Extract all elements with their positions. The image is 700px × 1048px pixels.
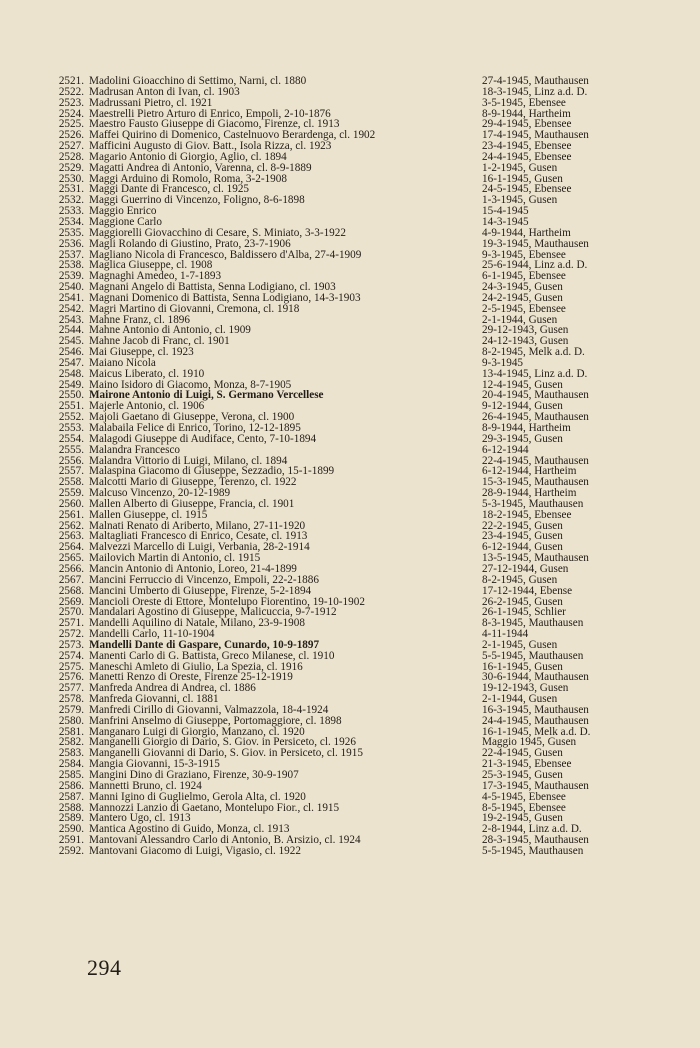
entry-number: 2552.	[58, 411, 84, 424]
entry-name: Mannetti Bruno, cl. 1924	[89, 779, 202, 792]
list-item	[0, 586, 700, 597]
entry-number: 2559.	[58, 487, 84, 500]
entry-number: 2579.	[58, 703, 84, 716]
entry-death-date-place: 1-2-1945, Gusen	[482, 161, 558, 174]
entry-death-date-place: 17-3-1945, Mauthausen	[482, 779, 589, 792]
entry-death-date-place: 16-1-1945, Gusen	[482, 660, 563, 673]
entry-death-date-place: 2-8-1944, Linz a.d. D.	[482, 823, 582, 836]
entry-name: Maicus Liberato, cl. 1910	[89, 367, 205, 380]
list-item	[0, 716, 700, 727]
entry-number: 2568.	[58, 584, 84, 597]
entry-name: Mantica Agostino di Guido, Monza, cl. 1913	[89, 823, 290, 836]
entry-name: Mancioli Oreste di Ettore, Montelupo Fiorentino, 19-10-1902	[89, 595, 365, 608]
entry-death-date-place: 12-4-1945, Gusen	[482, 378, 563, 391]
entry-death-date-place: 9-3-1945	[482, 356, 524, 369]
entry-number: 2556.	[58, 454, 84, 467]
entry-number: 2571.	[58, 617, 84, 630]
entry-death-date-place: 9-12-1944, Gusen	[482, 400, 563, 413]
entry-name: Maggione Carlo	[89, 215, 163, 228]
entry-death-date-place: 18-3-1945, Linz a.d. D.	[482, 85, 588, 98]
entry-number: 2525.	[58, 118, 84, 131]
entry-name: Mallen Alberto di Giuseppe, Francia, cl. 1901	[89, 497, 295, 510]
page-number: 294	[87, 955, 122, 980]
entry-name: Manni Igino di Guglielmo, Gerola Alta, cl. 1920	[89, 790, 306, 803]
entry-death-date-place: 16-1-1945, Melk a.d. D.	[482, 725, 591, 738]
entry-death-date-place: 5-3-1945, Mauthausen	[482, 497, 584, 510]
entry-number: 2561.	[58, 508, 84, 521]
entry-death-date-place: 29-4-1945, Ebensee	[482, 118, 572, 131]
entry-death-date-place: 29-12-1943, Gusen	[482, 324, 569, 337]
entry-name: Maggio Enrico	[89, 205, 157, 218]
entry-number: 2535.	[58, 226, 84, 239]
entry-name: Maiano Nicola	[89, 356, 156, 369]
entry-death-date-place: 24-4-1945, Mauthausen	[482, 714, 589, 727]
entry-death-date-place: 4-11-1944	[482, 628, 529, 641]
entry-name: Manenti Carlo di G. Battista, Greco Milanese, cl. 1910	[89, 649, 335, 662]
entry-number: 2550.	[58, 389, 84, 402]
entry-name: Maggi Guerrino di Vincenzo, Foligno, 8-6-1898	[89, 194, 305, 207]
entry-death-date-place: 24-5-1945, Ebensee	[482, 183, 572, 196]
entry-name: Magliano Nicola di Francesco, Baldissero d'Alba, 27-4-1909	[89, 248, 362, 261]
entry-number: 2563.	[58, 530, 84, 543]
entry-name: Mailovich Martin di Antonio, cl. 1915	[89, 552, 261, 565]
entry-number: 2554.	[58, 432, 84, 445]
entry-number: 2531.	[58, 183, 84, 196]
entry-death-date-place: 26-2-1945, Gusen	[482, 595, 563, 608]
entry-name: Maltagliati Francesco di Enrico, Cesate, cl. 1913	[89, 530, 308, 543]
entry-death-date-place: 9-3-1945, Ebensee	[482, 248, 566, 261]
entry-death-date-place: 21-3-1945, Ebensee	[482, 758, 572, 771]
entry-number: 2546.	[58, 346, 84, 359]
entry-number: 2557.	[58, 465, 84, 478]
entry-death-date-place: 27-4-1945, Mauthausen	[482, 75, 589, 87]
entry-name: Manfredi Cirillo di Giovanni, Valmazzola, 18-4-1924	[89, 703, 329, 716]
entry-number: 2581.	[58, 725, 84, 738]
entry-name: Mai Giuseppe, cl. 1923	[89, 346, 194, 359]
entry-death-date-place: 8-2-1945, Melk a.d. D.	[482, 346, 585, 359]
entry-number: 2576.	[58, 671, 84, 684]
entry-death-date-place: 23-4-1945, Gusen	[482, 530, 563, 543]
entry-death-date-place: 14-3-1945	[482, 215, 529, 228]
entry-number: 2585.	[58, 769, 84, 781]
entry-number: 2575.	[58, 660, 84, 673]
entry-death-date-place: 17-12-1944, Ebense	[482, 584, 573, 597]
entry-death-date-place: 25-6-1944, Linz a.d. D.	[482, 259, 588, 272]
entry-name: Maestro Fausto Giuseppe di Giacomo, Firenze, cl. 1913	[89, 118, 340, 131]
entry-name: Mantovani Giacomo di Luigi, Vigasio, cl. 1922	[89, 844, 301, 857]
entry-death-date-place: 24-3-1945, Gusen	[482, 281, 563, 294]
entry-name: Mallen Giuseppe, cl. 1915	[89, 508, 208, 521]
entry-number: 2584.	[58, 758, 84, 771]
entry-number: 2522.	[58, 85, 84, 98]
entry-number: 2538.	[58, 259, 84, 272]
entry-death-date-place: 28-3-1945, Mauthausen	[482, 834, 589, 847]
entry-name: Mantovani Alessandro Carlo di Antonio, B. Arsizio, cl. 1924	[89, 834, 361, 847]
entry-name: Maino Isidoro di Giacomo, Monza, 8-7-1905	[89, 378, 292, 391]
list-item	[0, 304, 700, 315]
entry-name: Mafficini Augusto di Giov. Batt., Isola Rizza, cl. 1923	[89, 140, 332, 153]
list-item	[0, 163, 700, 174]
entry-death-date-place: Maggio 1945, Gusen	[482, 736, 577, 749]
entry-number: 2532.	[58, 194, 84, 207]
entry-name: Maglica Giuseppe, cl. 1908	[89, 259, 213, 272]
entry-name: Malandra Vittorio di Luigi, Milano, cl. 1894	[89, 454, 288, 467]
entry-name: Manfreda Giovanni, cl. 1881	[89, 693, 219, 706]
entry-death-date-place: 8-5-1945, Ebensee	[482, 801, 566, 814]
entry-name: Magli Rolando di Giustino, Prato, 23-7-1906	[89, 237, 291, 250]
entry-number: 2565.	[58, 552, 84, 565]
entry-death-date-place: 19-12-1943, Gusen	[482, 682, 569, 695]
entry-number: 2541.	[58, 291, 84, 304]
entry-number: 2582.	[58, 736, 84, 749]
entry-number: 2533.	[58, 205, 84, 218]
entry-name: Manganelli Giorgio di Dario, S. Giov. in Persiceto, cl. 1926	[89, 736, 356, 749]
entry-name: Mancin Antonio di Antonio, Loreo, 21-4-1899	[89, 562, 297, 575]
entry-death-date-place: 29-3-1945, Gusen	[482, 432, 563, 445]
entry-number: 2590.	[58, 823, 84, 836]
entry-number: 2548.	[58, 367, 84, 380]
entry-death-date-place: 24-2-1945, Gusen	[482, 291, 563, 304]
entry-death-date-place: 8-9-1944, Hartheim	[482, 422, 571, 434]
entry-name: Magatti Andrea di Antonio, Varenna, cl. 8-9-1889	[89, 161, 312, 174]
entry-number: 2529.	[58, 161, 84, 174]
entry-number: 2540.	[58, 281, 84, 294]
entry-name: Manfrini Anselmo di Giuseppe, Portomaggiore, cl. 1898	[89, 714, 342, 727]
entry-death-date-place: 13-5-1945, Mauthausen	[482, 552, 589, 565]
entry-death-date-place: 19-3-1945, Mauthausen	[482, 237, 589, 250]
entry-name: Malnati Renato di Ariberto, Milano, 27-11-1920	[89, 519, 306, 532]
list-item	[0, 98, 700, 109]
entry-name: Madolini Gioacchino di Settimo, Narni, cl. 1880	[89, 75, 307, 87]
entry-list	[0, 76, 700, 857]
entry-death-date-place: 15-4-1945	[482, 205, 529, 218]
entry-number: 2547.	[58, 356, 84, 369]
entry-name: Manfreda Andrea di Andrea, cl. 1886	[89, 682, 256, 695]
entry-number: 2566.	[58, 562, 84, 575]
entry-number: 2583.	[58, 747, 84, 760]
entry-name: Majoli Gaetano di Giuseppe, Verona, cl. 1900	[89, 411, 295, 424]
entry-name: Maffei Quirino di Domenico, Castelnuovo Berardenga, cl. 1902	[89, 129, 376, 142]
list-item	[0, 239, 700, 250]
entry-name: Malcuso Vincenzo, 20-12-1989	[89, 487, 231, 500]
list-item	[0, 510, 700, 521]
entry-death-date-place: 2-1-1944, Gusen	[482, 313, 558, 326]
entry-death-date-place: 22-2-1945, Gusen	[482, 519, 563, 532]
entry-death-date-place: 4-9-1944, Hartheim	[482, 226, 571, 239]
entry-number: 2534.	[58, 215, 84, 228]
entry-name: Maneschi Amleto di Giulio, La Spezia, cl. 1916	[89, 660, 303, 673]
entry-name: Malandra Francesco	[89, 443, 181, 456]
entry-death-date-place: 5-5-1945, Mauthausen	[482, 649, 584, 662]
entry-death-date-place: 25-3-1945, Gusen	[482, 769, 563, 781]
entry-number: 2544.	[58, 324, 84, 337]
entry-name: Mahne Franz, cl. 1896	[89, 313, 190, 326]
entry-name: Magnani Domenico di Battista, Senna Lodigiano, 14-3-1903	[89, 291, 361, 304]
entry-name: Mandelli Aquilino di Natale, Milano, 23-9-1908	[89, 617, 305, 630]
entry-number: 2545.	[58, 335, 84, 348]
entry-number: 2569.	[58, 595, 84, 608]
entry-number: 2587.	[58, 790, 84, 803]
entry-death-date-place: 16-1-1945, Gusen	[482, 172, 563, 185]
entry-number: 2523.	[58, 96, 84, 109]
entry-death-date-place: 2-1-1945, Gusen	[482, 638, 558, 651]
entry-number: 2543.	[58, 313, 84, 326]
entry-number: 2539.	[58, 270, 84, 283]
entry-death-date-place: 1-3-1945, Gusen	[482, 194, 558, 207]
entry-death-date-place: 24-12-1943, Gusen	[482, 335, 569, 348]
entry-number: 2521.	[58, 75, 84, 87]
entry-name: Mangini Dino di Graziano, Firenze, 30-9-1907	[89, 769, 299, 781]
entry-death-date-place: 8-3-1945, Mauthausen	[482, 617, 584, 630]
entry-death-date-place: 26-1-1945, Schlier	[482, 606, 566, 619]
entry-death-date-place: 2-5-1945, Ebensee	[482, 302, 566, 315]
list-item	[0, 792, 700, 803]
entry-number: 2527.	[58, 140, 84, 153]
entry-death-date-place: 13-4-1945, Linz a.d. D.	[482, 367, 588, 380]
entry-death-date-place: 22-4-1945, Mauthausen	[482, 454, 589, 467]
entry-name: Maggiorelli Giovacchino di Cesare, S. Miniato, 3-3-1922	[89, 226, 346, 239]
entry-number: 2549.	[58, 378, 84, 391]
entry-name: Mantero Ugo, cl. 1913	[89, 812, 191, 825]
list-item	[0, 445, 700, 456]
entry-name: Magri Martino di Giovanni, Cremona, cl. 1918	[89, 302, 300, 315]
list-item	[0, 651, 700, 662]
entry-name: Mannozzi Lanzio di Gaetano, Montelupo Fior., cl. 1915	[89, 801, 340, 814]
entry-name: Mairone Antonio di Luigi, S. Germano Vercellese	[89, 389, 324, 402]
entry-name: Mandalari Agostino di Giuseppe, Malicuccia, 9-7-1912	[89, 606, 337, 619]
entry-number: 2524.	[58, 107, 84, 120]
entry-name: Malcotti Mario di Giuseppe, Terenzo, cl. 1922	[89, 476, 297, 489]
entry-name: Magnaghi Amedeo, 1-7-1893	[89, 270, 222, 283]
entry-death-date-place: 2-1-1944, Gusen	[482, 693, 558, 706]
entry-name: Madrussani Pietro, cl. 1921	[89, 96, 213, 109]
entry-number: 2588.	[58, 801, 84, 814]
entry-number: 2526.	[58, 129, 84, 142]
entry-name: Malabaila Felice di Enrico, Torino, 12-12-1895	[89, 422, 301, 434]
entry-number: 2570.	[58, 606, 84, 619]
entry-number: 2560.	[58, 497, 84, 510]
entry-death-date-place: 17-4-1945, Mauthausen	[482, 129, 589, 142]
entry-death-date-place: 6-12-1944	[482, 443, 529, 456]
entry-death-date-place: 26-4-1945, Mauthausen	[482, 411, 589, 424]
entry-number: 2562.	[58, 519, 84, 532]
entry-number: 2574.	[58, 649, 84, 662]
entry-number: 2551.	[58, 400, 84, 413]
entry-death-date-place: 15-3-1945, Mauthausen	[482, 476, 589, 489]
entry-number: 2564.	[58, 541, 84, 554]
list-item	[0, 846, 700, 857]
entry-death-date-place: 22-4-1945, Gusen	[482, 747, 563, 760]
entry-name: Mandelli Dante di Gaspare, Cunardo, 10-9-1897	[89, 638, 320, 651]
entry-name: Majerle Antonio, cl. 1906	[89, 400, 205, 413]
entry-number: 2558.	[58, 476, 84, 489]
entry-death-date-place: 5-5-1945, Mauthausen	[482, 844, 584, 857]
entry-name: Maggi Dante di Francesco, cl. 1925	[89, 183, 250, 196]
entry-number: 2536.	[58, 237, 84, 250]
entry-name: Mandelli Carlo, 11-10-1904	[89, 628, 215, 641]
entry-name: Mancini Ferruccio di Vincenzo, Empoli, 22-2-1886	[89, 573, 319, 586]
entry-number: 2577.	[58, 682, 84, 695]
entry-name: Mangia Giovanni, 15-3-1915	[89, 758, 220, 771]
entry-number: 2578.	[58, 693, 84, 706]
entry-name: Maestrelli Pietro Arturo di Enrico, Empoli, 2-10-1876	[89, 107, 331, 120]
list-item	[0, 369, 700, 380]
entry-death-date-place: 20-4-1945, Mauthausen	[482, 389, 589, 402]
entry-number: 2591.	[58, 834, 84, 847]
entry-name: Mancini Umberto di Giuseppe, Firenze, 5-2-1894	[89, 584, 312, 597]
entry-death-date-place: 6-1-1945, Ebensee	[482, 270, 566, 283]
entry-number: 2580.	[58, 714, 84, 727]
entry-name: Mahne Jacob di Franc, cl. 1901	[89, 335, 230, 348]
entry-name: Malagodi Giuseppe di Audiface, Cento, 7-10-1894	[89, 432, 317, 445]
entry-death-date-place: 18-2-1945, Ebensee	[482, 508, 572, 521]
entry-name: Magnani Angelo di Battista, Senna Lodigiano, cl. 1903	[89, 281, 336, 294]
entry-number: 2586.	[58, 779, 84, 792]
entry-name: Manetti Renzo di Oreste, Firenze 25-12-1919	[89, 671, 293, 684]
entry-number: 2537.	[58, 248, 84, 261]
entry-death-date-place: 19-2-1945, Gusen	[482, 812, 563, 825]
entry-name: Magario Antonio di Giorgio, Aglio, cl. 1894	[89, 150, 287, 163]
entry-name: Manganaro Luigi di Giorgio, Manzano, cl. 1920	[89, 725, 305, 738]
entry-number: 2530.	[58, 172, 84, 185]
entry-death-date-place: 6-12-1944, Gusen	[482, 541, 563, 554]
entry-death-date-place: 24-4-1945, Ebensee	[482, 150, 572, 163]
entry-number: 2528.	[58, 150, 84, 163]
entry-name: Mahne Antonio di Antonio, cl. 1909	[89, 324, 251, 337]
entry-death-date-place: 3-5-1945, Ebensee	[482, 96, 566, 109]
entry-number: 2555.	[58, 443, 84, 456]
entry-number: 2572.	[58, 628, 84, 641]
entry-death-date-place: 28-9-1944, Hartheim	[482, 487, 577, 500]
entry-death-date-place: 30-6-1944, Mauthausen	[482, 671, 589, 684]
entry-name: Manganelli Giovanni di Dario, S. Giov. in Persiceto, cl. 1915	[89, 747, 363, 760]
entry-death-date-place: 27-12-1944, Gusen	[482, 562, 569, 575]
entry-number: 2567.	[58, 573, 84, 586]
entry-number: 2553.	[58, 422, 84, 434]
entry-number: 2589.	[58, 812, 84, 825]
entry-death-date-place: 23-4-1945, Ebensee	[482, 140, 572, 153]
entry-name: Madrusan Anton di Ivan, cl. 1903	[89, 85, 240, 98]
entry-number: 2592.	[58, 844, 84, 857]
entry-death-date-place: 8-9-1944, Hartheim	[482, 107, 571, 120]
entry-name: Malaspina Giacomo di Giuseppe, Sezzadio, 15-1-1899	[89, 465, 335, 478]
entry-name: Maggi Arduino di Romolo, Roma, 3-2-1908	[89, 172, 287, 185]
entry-death-date-place: 16-3-1945, Mauthausen	[482, 703, 589, 716]
entry-name: Malvezzi Marcello di Luigi, Verbania, 28-2-1914	[89, 541, 310, 554]
entry-death-date-place: 4-5-1945, Ebensee	[482, 790, 566, 803]
entry-death-date-place: 8-2-1945, Gusen	[482, 573, 558, 586]
entry-death-date-place: 6-12-1944, Hartheim	[482, 465, 577, 478]
entry-number: 2573.	[58, 638, 84, 651]
entry-number: 2542.	[58, 302, 84, 315]
